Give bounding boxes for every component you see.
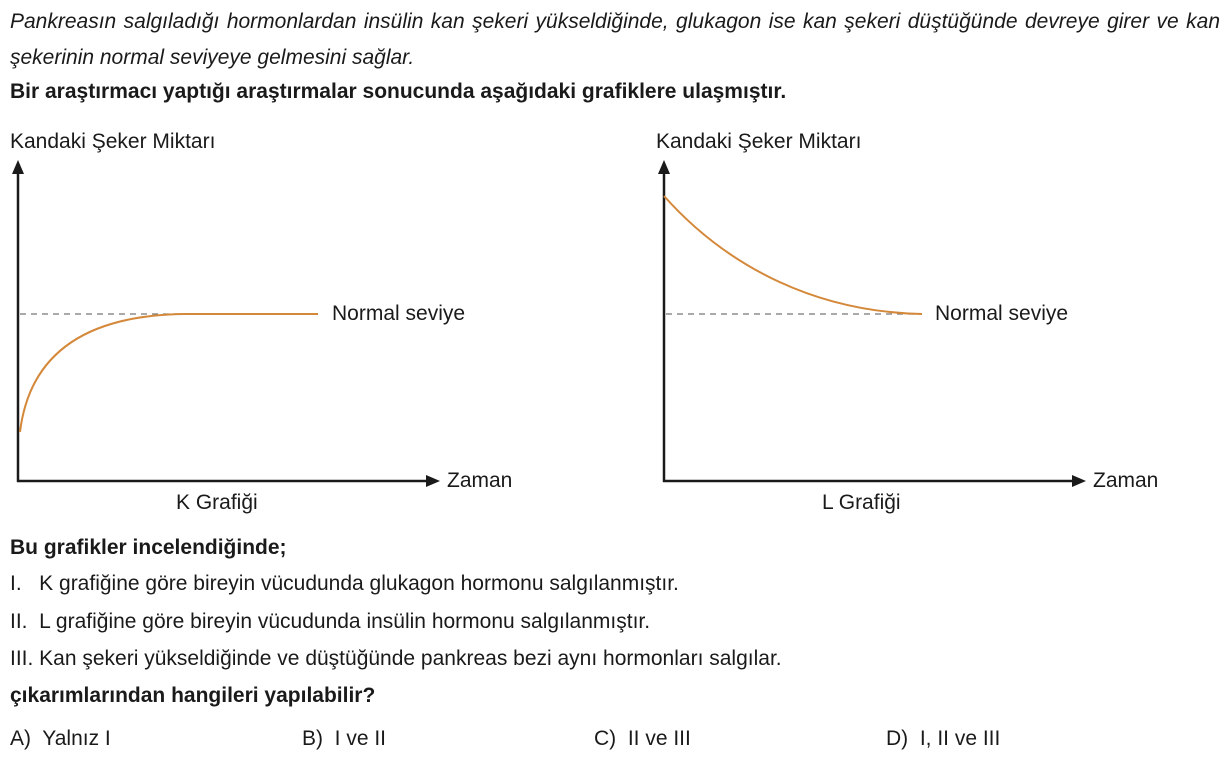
intro-paragraph: Pankreasın salgıladığı hormonlardan insülin kan şekeri yükseldiğinde, glukagon ise kan şekeri düştüğünde devreye girer ve kan şekerinin normal seviyeye gelmesini sağlar. xyxy=(10,10,1220,69)
k-curve xyxy=(20,314,318,432)
k-y-arrow xyxy=(12,160,24,174)
question-prompt: çıkarımlarından hangileri yapılabilir? xyxy=(10,684,376,707)
l-normal-level-label: Normal seviye xyxy=(935,302,1069,325)
l-graph-caption: L Grafiği xyxy=(822,491,901,514)
statement-3: III. Kan şekeri yükseldiğinde ve düştüğünde pankreas bezi aynı hormonları salgılar. xyxy=(10,647,782,670)
k-x-arrow xyxy=(426,475,440,487)
l-x-arrow xyxy=(1072,475,1086,487)
option-c[interactable]: C) II ve III xyxy=(594,727,691,750)
l-y-arrow xyxy=(658,160,670,174)
k-graph-caption: K Grafiği xyxy=(176,491,258,514)
question-title: Bu grafikler incelendiğinde; xyxy=(10,536,287,559)
k-y-axis-label: Kandaki Şeker Miktarı xyxy=(10,130,216,153)
l-x-axis-label: Zaman xyxy=(1093,469,1159,492)
k-normal-level-label: Normal seviye xyxy=(332,302,466,325)
option-a[interactable]: A) Yalnız I xyxy=(10,727,111,750)
statement-1: I. K grafiğine göre bireyin vücudunda glukagon hormonu salgılanmıştır. xyxy=(10,572,679,595)
l-y-axis-label: Kandaki Şeker Miktarı xyxy=(656,130,862,153)
option-d[interactable]: D) I, II ve III xyxy=(886,727,1001,750)
k-x-axis-label: Zaman xyxy=(447,469,513,492)
option-b[interactable]: B) I ve II xyxy=(302,727,387,750)
statement-2: II. L grafiğine göre bireyin vücudunda insülin hormonu salgılanmıştır. xyxy=(10,610,651,633)
l-curve xyxy=(664,196,922,314)
lead-sentence: Bir araştırmacı yaptığı araştırmalar sonucunda aşağıdaki grafiklere ulaşmıştır. xyxy=(10,80,787,103)
